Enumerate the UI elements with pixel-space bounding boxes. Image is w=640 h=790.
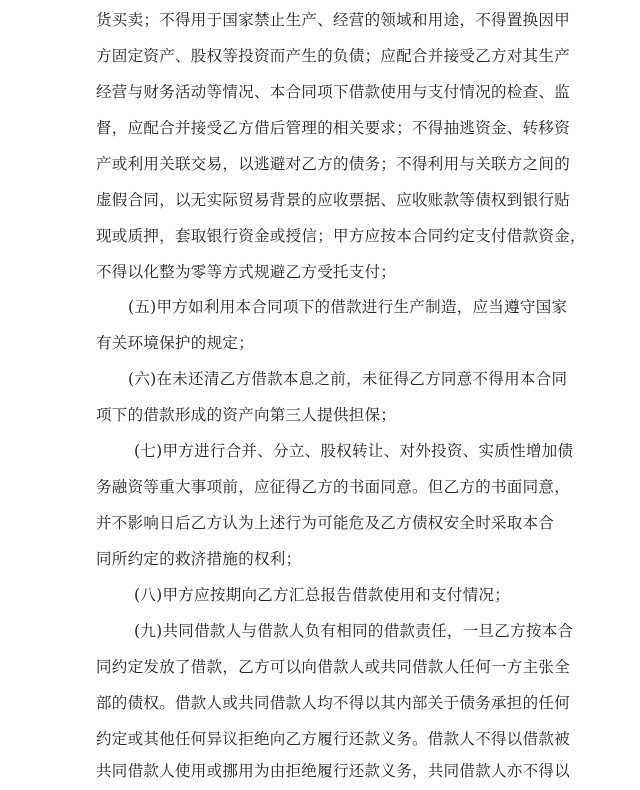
text-line: 共同借款人使用或挪用为由拒绝履行还款义务，共同借款人亦不得以: [96, 762, 571, 780]
text-line: 督，应配合并接受乙方借后管理的相关要求；不得抽逃资金、转移资: [96, 119, 571, 137]
clause-7-start: (七)甲方进行合并、分立、股权转让、对外投资、实质性增加债: [134, 442, 574, 460]
clause-8-start: (八)甲方应按期向乙方汇总报告借款使用和支付情况；: [134, 586, 511, 604]
text-line: 货买卖；不得用于国家禁止生产、经营的领域和用途，不得置换因甲: [96, 11, 571, 29]
text-line: 约定或其他任何异议拒绝向乙方履行还款义务。借款人不得以借款被: [96, 730, 571, 748]
text-line: 不得以化整为零等方式规避乙方受托支付；: [96, 263, 397, 281]
text-line: 有关环境保护的规定；: [96, 334, 255, 352]
text-line: 部的债权。借款人或共同借款人均不得以其内部关于债务承担的任何: [96, 694, 571, 712]
text-line: 虚假合同，以无实际贸易背景的应收票据、应收账款等债权到银行贴: [96, 191, 571, 209]
clause-6-start: (六)在未还清乙方借款本息之前，未征得乙方同意不得用本合同: [128, 370, 568, 388]
text-line: 同所约定的救济措施的权利；: [96, 550, 302, 568]
text-line: 项下的借款形成的资产向第三人提供担保；: [96, 406, 397, 424]
text-line: 同约定发放了借款，乙方可以向借款人或共同借款人任何一方主张全: [96, 658, 571, 676]
text-line: 并不影响日后乙方认为上述行为可能危及乙方债权安全时采取本合: [96, 514, 555, 532]
text-line: 产或利用关联交易，以逃避对乙方的债务；不得利用与关联方之间的: [96, 155, 571, 173]
text-line: 方固定资产、股权等投资而产生的负债；应配合并接受乙方对其生产: [96, 47, 571, 65]
clause-9-start: (九)共同借款人与借款人负有相同的借款责任，一旦乙方按本合: [134, 622, 574, 640]
clause-5-start: (五)甲方如利用本合同项下的借款进行生产制造，应当遵守国家: [128, 298, 568, 316]
text-line: 现或质押，套取银行资金或授信；甲方应按本合同约定支付借款资金，: [96, 227, 586, 245]
text-line: 务融资等重大事项前，应征得乙方的书面同意。但乙方的书面同意，: [96, 478, 571, 496]
text-line: 经营与财务活动等情况、本合同项下借款使用与支付情况的检查、监: [96, 83, 571, 101]
